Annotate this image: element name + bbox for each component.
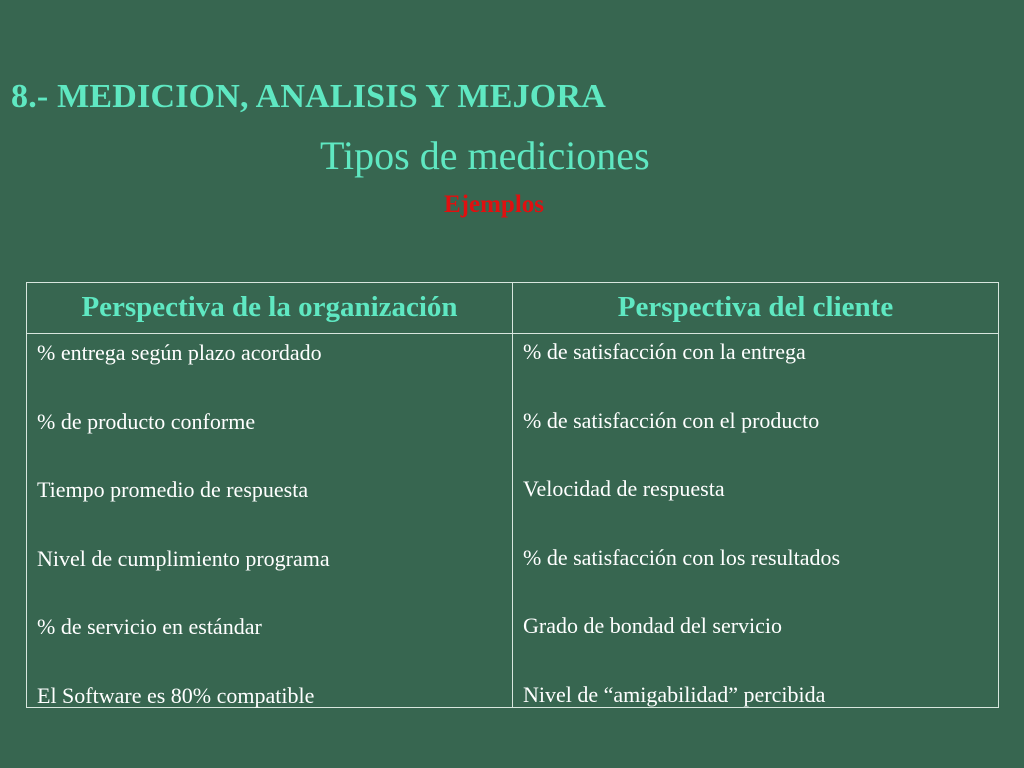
organization-list: [37, 338, 330, 749]
list-item: El Software es 80% compatible: [37, 682, 315, 708]
slide-heading: 8.- MEDICION, ANALISIS Y MEJORA: [11, 78, 606, 115]
list-item: Velocidad de respuesta: [523, 476, 725, 501]
list-item: Nivel de cumplimiento programa: [37, 545, 330, 571]
list-item: Tiempo promedio de respuesta: [37, 477, 309, 502]
list-item: Grado de bondad del servicio: [523, 613, 783, 638]
list-item: Nivel de “amigabilidad” percibida: [523, 681, 826, 707]
list-item: % de satisfacción con el producto: [523, 407, 820, 433]
header-organization: Perspectiva de la organización: [81, 291, 458, 323]
list-item: % de satisfacción con la entrega: [523, 339, 806, 364]
examples-label: Ejemplos: [444, 191, 544, 218]
header-client: Perspectiva del cliente: [617, 291, 894, 323]
header-divider: [27, 333, 998, 334]
slide-subtitle: Tipos de mediciones: [320, 133, 650, 178]
list-item: % de servicio en estándar: [37, 614, 262, 639]
measurements-table: [26, 282, 999, 708]
list-item: % de satisfacción con los resultados: [523, 544, 841, 570]
client-list: [523, 337, 840, 748]
list-item: % entrega según plazo acordado: [37, 340, 322, 365]
column-divider: [512, 283, 513, 707]
list-item: % de producto conforme: [37, 408, 256, 434]
